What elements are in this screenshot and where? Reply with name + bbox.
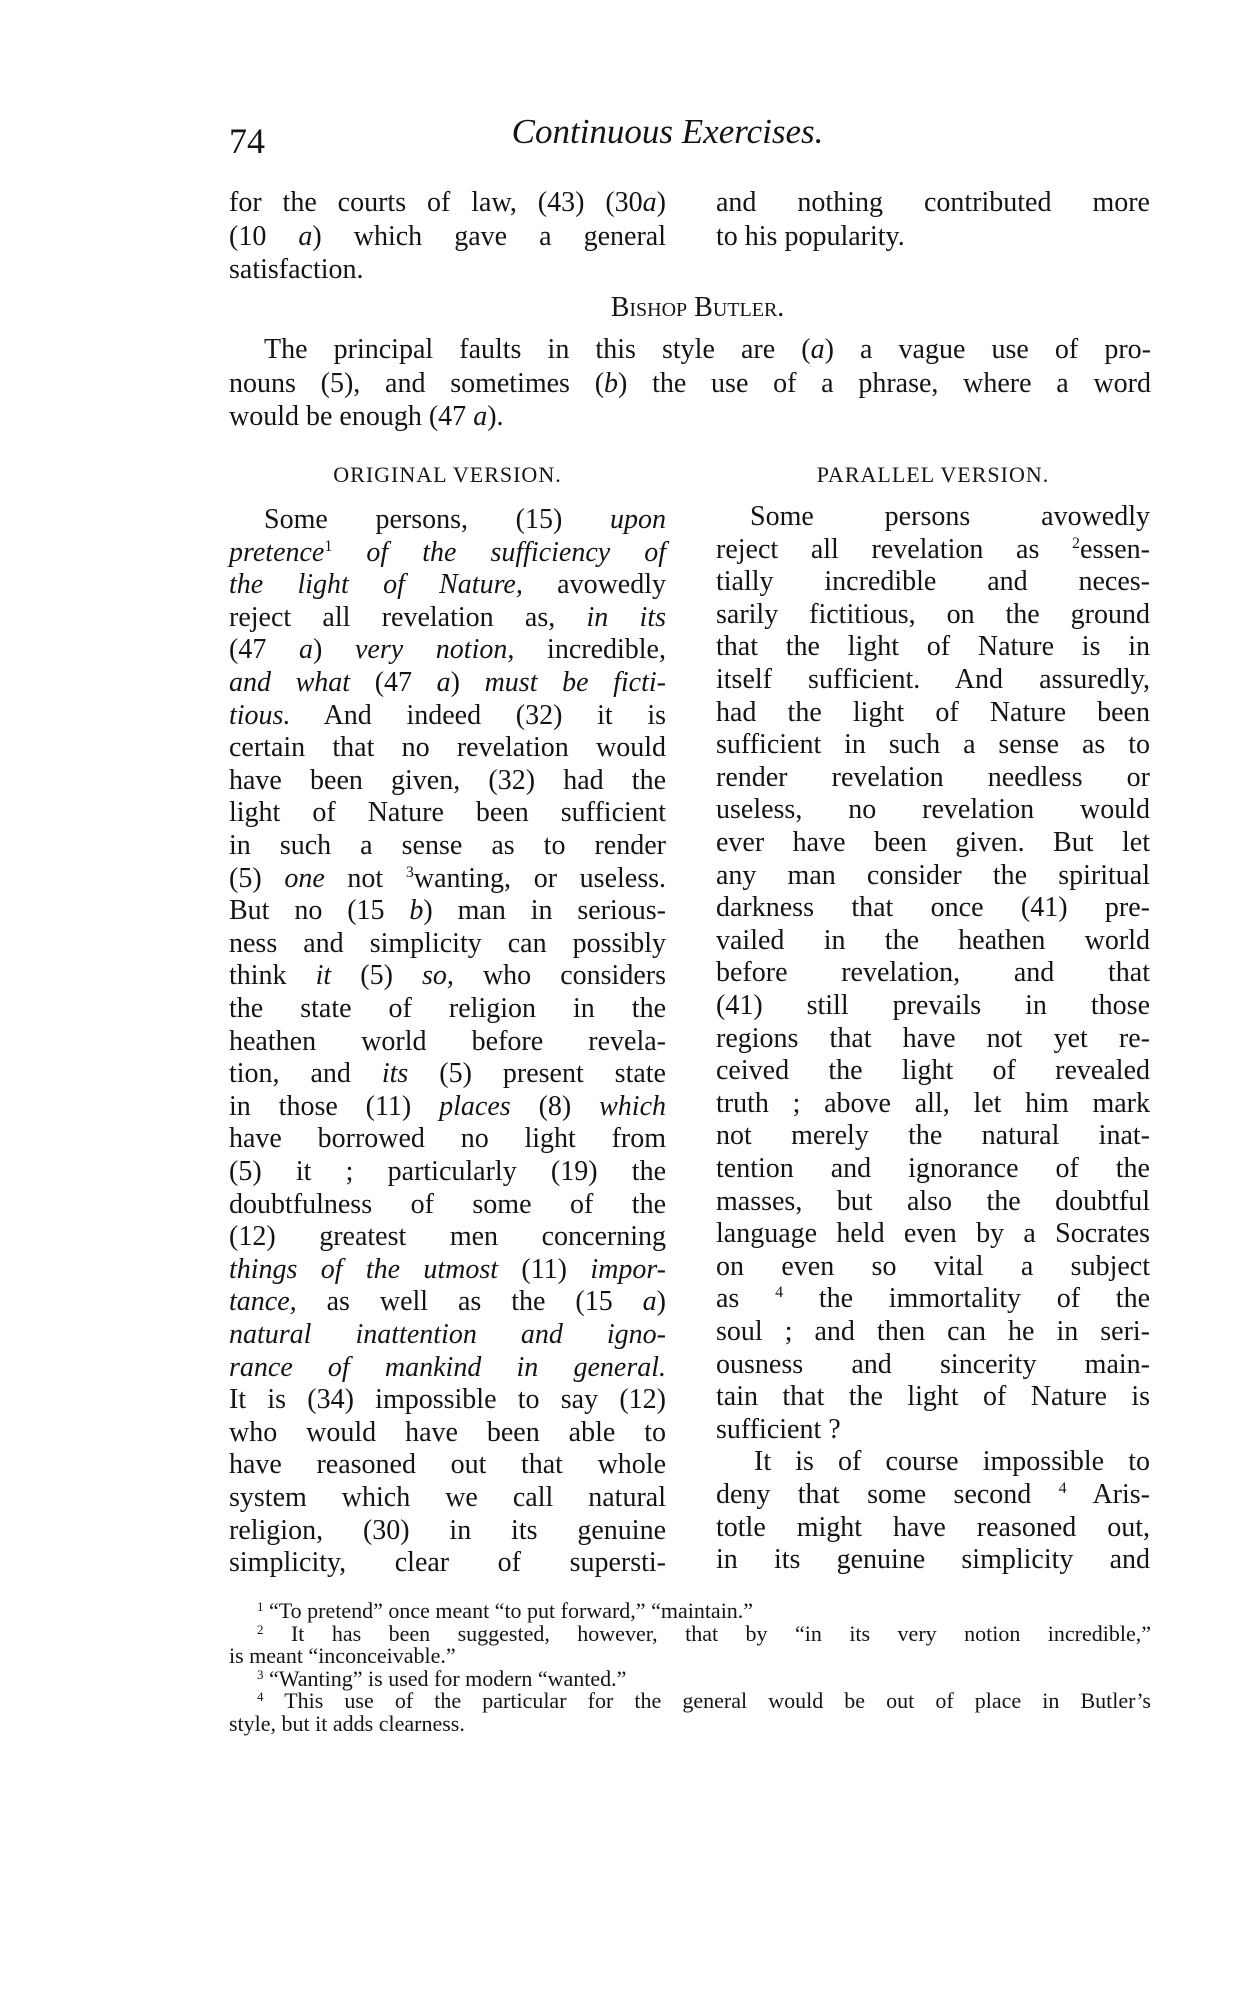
text-line (229, 220, 666, 253)
text-segment: its (381, 1058, 409, 1090)
text-segment: truth ; above all, let him mark (716, 1087, 1150, 1119)
text-line (716, 1087, 1150, 1120)
text-segment: (47 (229, 634, 299, 666)
text-segment: not merely the natural inat- (716, 1120, 1150, 1152)
text-segment: ) (450, 667, 485, 698)
text-segment: tain that the light of Nature is (716, 1381, 1150, 1413)
text-segment: b (409, 895, 424, 927)
text-segment: have been given, (32) had the (229, 764, 666, 796)
text-segment: ) a vague use of pro- (824, 334, 1151, 365)
text-segment: that the light of Nature is in (716, 631, 1150, 663)
text-line (716, 533, 1150, 566)
section-heading: Bishop Butler. (610, 292, 785, 323)
text-segment: the light of Nature, (229, 569, 523, 601)
text-line (716, 1022, 1150, 1055)
text-segment: rance of mankind in general. (229, 1351, 666, 1383)
text-segment: in its (586, 601, 667, 633)
text-segment: nouns (5), and sometimes ( (229, 367, 605, 399)
text-segment: ) man in serious- (423, 895, 666, 927)
text-segment: things of the utmost (229, 1253, 499, 1285)
text-line (716, 956, 1150, 989)
running-title: Continuous Exercises. (511, 112, 824, 151)
text-segment: ) (656, 187, 666, 218)
text-line (716, 859, 1150, 892)
text-segment: tially incredible and neces- (716, 566, 1150, 598)
text-segment: (5) (331, 960, 422, 992)
text-segment: very notion, (354, 634, 515, 666)
text-line (716, 186, 1150, 219)
text-segment: b (604, 367, 619, 399)
footnote-marker: 3 (257, 1666, 264, 1682)
footnote-line (229, 1620, 1151, 1646)
text-line (716, 1348, 1150, 1381)
text-segment: ever have been given. But let (716, 827, 1150, 858)
text-segment: (12) greatest men concerning (229, 1221, 666, 1253)
text-line (229, 1318, 666, 1351)
text-line (229, 829, 666, 862)
text-segment: useless, no revelation would (716, 794, 1150, 826)
text-line (229, 367, 1151, 400)
text-segment: incredible, (514, 634, 666, 666)
text-line (229, 333, 1151, 366)
text-line (229, 1122, 666, 1155)
footnote-line (229, 1690, 1151, 1712)
text-line (716, 1478, 1150, 1511)
text-segment: upon (610, 504, 666, 535)
text-segment: doubtfulness of some of the (229, 1188, 666, 1220)
text-line (716, 1119, 1150, 1152)
text-segment: think (229, 960, 316, 992)
text-segment: But no (15 (229, 895, 410, 927)
text-line (229, 1155, 666, 1188)
text-segment: ) (656, 1286, 666, 1318)
text-segment: pretence (229, 536, 325, 568)
text-segment: before revelation, and that (716, 957, 1150, 989)
text-line (229, 796, 666, 829)
text-line (229, 1090, 666, 1123)
footnote-marker: 4 (257, 1689, 264, 1704)
footnote-marker: 4 (1058, 1480, 1067, 1497)
text-line (229, 1188, 666, 1221)
text-segment: ousness and sincerity main- (716, 1348, 1150, 1380)
text-segment: the state of religion in the (229, 993, 666, 1024)
text-line (716, 728, 1150, 761)
text-segment: on even so vital a subject (716, 1250, 1150, 1282)
text-segment: deny that some second (716, 1479, 1059, 1510)
text-segment: any man consider the spiritual (716, 859, 1150, 891)
text-segment: wanting, or useless. (413, 862, 667, 894)
text-line (229, 536, 666, 569)
footnote-line (229, 1710, 1151, 1736)
text-segment: light of Nature been sufficient (229, 797, 666, 829)
text-line (716, 1250, 1150, 1283)
text-segment: a (436, 667, 451, 698)
text-segment: tious. (229, 699, 291, 731)
text-segment: style, but it adds clearness. (229, 1710, 465, 1736)
text-segment: satisfaction. (229, 254, 364, 285)
text-line (229, 601, 666, 634)
text-segment: (5) it ; particularly (19) the (229, 1156, 666, 1187)
text-line (716, 1282, 1150, 1315)
text-segment: ) (312, 634, 355, 666)
text-segment: “To pretend” once meant “to put forward,” “maintain.” (263, 1598, 754, 1623)
text-segment: sufficient in such a sense as to (716, 729, 1150, 761)
text-line (229, 764, 666, 797)
text-line (229, 894, 666, 927)
text-segment: Some persons, (15) (264, 504, 610, 535)
text-line (716, 1217, 1150, 1250)
text-segment: have borrowed no light from (229, 1123, 666, 1155)
text-segment: render revelation needless or (716, 761, 1150, 793)
text-segment: It is (34) impossible to say (12) (229, 1384, 666, 1416)
text-segment: must be ficti- (484, 667, 666, 698)
footnote-marker: 4 (775, 1284, 784, 1302)
text-line (229, 731, 666, 764)
text-line (716, 220, 1150, 253)
footnote-line (229, 1600, 1151, 1622)
text-line (229, 666, 666, 699)
text-segment: who considers (453, 960, 666, 992)
text-segment: avowedly (522, 569, 666, 601)
text-segment: “Wanting” is used for modern “wanted.” (263, 1665, 627, 1691)
text-segment: and nothing contributed more (716, 187, 1150, 218)
text-segment (332, 537, 366, 568)
text-segment: the immortality of the (783, 1283, 1150, 1315)
text-line (229, 1448, 666, 1481)
text-segment: who would have been able to (229, 1416, 666, 1448)
text-segment: a (298, 634, 313, 666)
text-segment: a (642, 1286, 657, 1318)
footnote-marker: 1 (324, 537, 333, 555)
text-segment: which (599, 1090, 666, 1122)
text-segment: It is of course impossible to (754, 1446, 1150, 1478)
text-segment: (41) still prevails in those (716, 990, 1150, 1021)
text-segment: heathen world before revela- (229, 1025, 666, 1057)
text-line (229, 253, 666, 286)
text-segment: Some persons avowedly (750, 501, 1150, 532)
text-line (716, 598, 1150, 631)
text-segment: in such a sense as to render (229, 830, 666, 861)
text-segment: is meant “inconceivable.” (229, 1643, 456, 1668)
text-line (229, 1416, 666, 1449)
text-segment: totle might have reasoned out, (716, 1511, 1150, 1543)
text-segment: it (315, 960, 332, 992)
text-segment: certain that no revelation would (229, 732, 666, 764)
text-segment: ) which gave a general (312, 220, 666, 252)
text-line (229, 927, 666, 960)
text-segment: (5) present state (408, 1058, 666, 1090)
text-line (229, 400, 1151, 433)
text-line (229, 1351, 666, 1384)
text-line (716, 826, 1150, 859)
footnote-line (229, 1665, 1151, 1691)
text-line (229, 633, 666, 666)
text-line (716, 1413, 1150, 1446)
text-segment: essen- (1080, 533, 1150, 565)
text-segment: vailed in the heathen world (716, 924, 1150, 956)
text-line (716, 1152, 1150, 1185)
text-line (716, 1054, 1150, 1087)
text-segment: ). (487, 401, 504, 432)
text-segment: (10 (229, 220, 299, 252)
footnote-marker: 3 (405, 863, 414, 881)
text-segment: darkness that once (41) pre- (716, 892, 1150, 924)
text-segment: (47 (350, 667, 437, 698)
text-segment: in its genuine simplicity and (716, 1544, 1150, 1576)
text-line (716, 630, 1150, 663)
text-line (716, 1543, 1150, 1576)
text-segment: Aris- (1066, 1479, 1150, 1510)
text-segment: (5) (229, 862, 285, 894)
text-segment: would be enough (47 (229, 401, 474, 432)
text-segment: religion, (30) in its genuine (229, 1514, 666, 1546)
text-segment: This use of the particular for the general would be out of place in Butler’s (263, 1688, 1151, 1713)
text-line (229, 699, 666, 732)
text-segment: and what (229, 667, 351, 698)
text-segment: for the courts of law, (43) (30 (229, 187, 643, 218)
text-segment: ceived the light of revealed (716, 1055, 1150, 1087)
text-line (716, 1315, 1150, 1348)
text-line (229, 1253, 666, 1286)
text-line (229, 992, 666, 1025)
text-line (229, 1514, 666, 1547)
text-segment: simplicity, clear of supersti- (229, 1547, 666, 1579)
text-line (716, 696, 1150, 729)
text-segment: sarily fictitious, on the ground (716, 598, 1150, 630)
text-line (716, 1511, 1150, 1544)
text-segment: a (473, 401, 488, 432)
text-line (716, 500, 1150, 533)
text-segment: regions that have not yet re- (716, 1022, 1150, 1054)
text-line (229, 959, 666, 992)
text-line (229, 1285, 666, 1318)
text-line (716, 1445, 1150, 1478)
text-segment: reject all revelation as (716, 533, 1073, 565)
text-line (716, 663, 1150, 696)
text-segment: ness and simplicity can possibly (229, 927, 666, 959)
text-segment: language held even by a Socrates (716, 1218, 1150, 1250)
text-line (716, 924, 1150, 957)
text-line (716, 793, 1150, 826)
parallel-version-heading: PARALLEL VERSION. (816, 462, 1050, 487)
text-segment: one (284, 862, 325, 894)
text-line (229, 1025, 666, 1058)
text-segment: (11) (498, 1253, 591, 1285)
text-segment: soul ; and then can he in seri- (716, 1316, 1150, 1347)
text-line (716, 1380, 1150, 1413)
text-line (229, 568, 666, 601)
text-segment: not (324, 862, 406, 894)
text-segment: tion, and (229, 1058, 382, 1090)
text-segment: to his popularity. (716, 220, 905, 252)
text-segment: have reasoned out that whole (229, 1449, 666, 1481)
text-line (716, 761, 1150, 794)
text-line (229, 1383, 666, 1416)
original-version-heading: ORIGINAL VERSION. (333, 462, 562, 487)
text-segment: sufficient ? (716, 1413, 841, 1445)
footnote-line (229, 1645, 1151, 1667)
text-segment: itself sufficient. And assuredly, (716, 664, 1150, 695)
text-segment: a (642, 187, 657, 218)
text-segment: natural inattention and igno- (229, 1319, 666, 1350)
text-line (716, 565, 1150, 598)
text-line (229, 186, 666, 219)
text-segment: reject all revelation as, (229, 601, 587, 633)
text-line (229, 1220, 666, 1253)
text-segment: of the sufficiency of (366, 536, 667, 568)
text-line (229, 503, 666, 536)
text-segment: had the light of Nature been (716, 696, 1150, 728)
text-line (716, 1185, 1150, 1218)
text-segment: The principal faults in this style are ( (264, 334, 811, 365)
text-segment: And indeed (32) it is (290, 699, 666, 731)
text-line (229, 1057, 666, 1090)
text-segment: It has been suggested, however, that by “in its very notion incredible,” (263, 1620, 1151, 1646)
text-segment: masses, but also the doubtful (716, 1185, 1150, 1217)
text-segment: as (716, 1283, 776, 1315)
page-number: 74 (229, 121, 265, 161)
text-segment: system which we call natural (229, 1482, 666, 1513)
text-segment: a (298, 220, 313, 252)
text-line (229, 1546, 666, 1579)
text-segment: a (810, 334, 825, 365)
text-segment: ) the use of a phrase, where a word (618, 367, 1152, 399)
footnote-marker: 2 (257, 1621, 264, 1637)
text-line (716, 989, 1150, 1022)
text-segment: impor- (590, 1253, 666, 1285)
footnote-marker: 2 (1072, 534, 1081, 552)
text-segment: tance, (229, 1286, 297, 1318)
text-segment: (8) (510, 1090, 600, 1122)
text-line (716, 891, 1150, 924)
text-segment: in those (11) (229, 1090, 440, 1122)
footnote-marker: 1 (257, 1599, 264, 1614)
text-segment: tention and ignorance of the (716, 1153, 1150, 1184)
text-segment: places (439, 1090, 511, 1122)
text-line (229, 1481, 666, 1514)
text-segment: as well as the (15 (296, 1286, 643, 1318)
text-segment: so, (421, 960, 454, 992)
text-line (229, 862, 666, 895)
